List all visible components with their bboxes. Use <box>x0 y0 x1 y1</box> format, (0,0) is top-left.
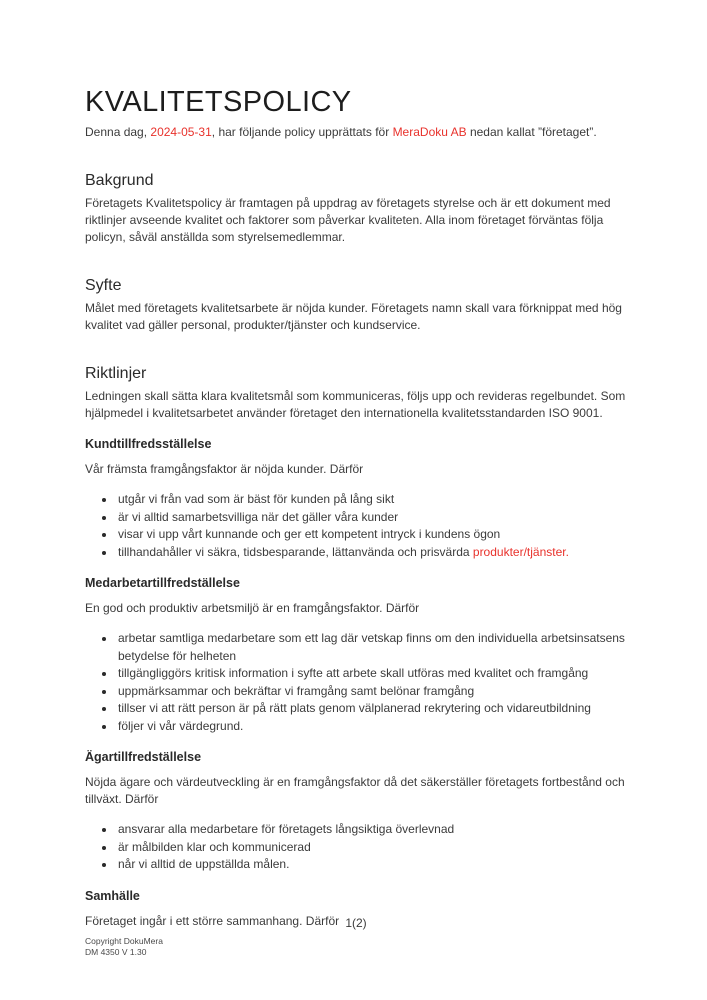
page-title: KVALITETSPOLICY <box>85 86 352 118</box>
list-item: • ansvarar alla medarbetare för företagets långsiktiga överlevnad <box>116 821 627 839</box>
subheading-medarbetartillfredstallelse: Medarbetartillfredställelse <box>85 576 240 590</box>
intro-text-3: nedan kallat ”företaget”. <box>466 125 597 139</box>
list-item: • arbetar samtliga medarbetare som ett lag där vetskap finns om den individuella arbetsinsatsens betydelse för helheten <box>116 630 627 665</box>
section-bakgrund <box>85 170 627 246</box>
riktlinjer-paragraph: Ledningen skall sätta klara kvalitetsmål som kommuniceras, följs upp och revideras regelbundet. Som hjälpmedel i kvalitetsarbetet använder företaget den internationella kvalitetsstandarden ISO 9001. <box>85 389 626 420</box>
bakgrund-paragraph: Företagets Kvalitetspolicy är framtagen på uppdrag av företagets styrelse och är ett dokument med riktlinjer avseende kvalitet och faktorer som påverkar kvaliteten. Alla inom företaget förväntas följa policyn, såväl anställda som styrelsemedlemmar. <box>85 196 611 244</box>
subheading-samhalle: Samhälle <box>85 888 140 903</box>
document-id: DM 4350 V 1.30 <box>85 946 147 957</box>
list-item: • tillgängliggörs kritisk information i syfte att arbete skall utföras med kvalitet och framgång <box>116 665 627 683</box>
samhalle-lead: Företaget ingår i ett större sammanhang. Därför <box>85 913 340 928</box>
list-item: • följer vi vår värdegrund. <box>116 718 627 736</box>
list-item: • utgår vi från vad som är bäst för kunden på lång sikt <box>116 491 627 509</box>
subheading-agartillfredstallelse: Ägartillfredställelse <box>85 750 202 764</box>
medarbetare-lead: En god och produktiv arbetsmiljö är en framgångsfaktor. Därför <box>85 601 420 615</box>
subheading-kundtillfredsstallelse: Kundtillfredsställelse <box>85 437 212 451</box>
policy-date: 2024-05-31 <box>150 125 212 139</box>
list-item: • når vi alltid de uppställda målen. <box>116 856 627 874</box>
agare-lead: Nöjda ägare och värdeutveckling är en framgångsfaktor då det säkerställer företagets fortbestånd och tillväxt. Därför <box>85 775 625 806</box>
kund-bullet4-text: tillhandahåller vi säkra, tidsbesparande, lättanvända och prisvärda <box>118 544 473 559</box>
agare-bullet-list <box>85 821 627 874</box>
footer-meta <box>85 936 627 957</box>
list-item <box>116 544 627 562</box>
intro-paragraph <box>85 124 627 141</box>
syfte-paragraph: Målet med företagets kvalitetsarbete är nöjda kunder. Företagets namn skall vara förknippat med hög kvalitet vad gäller personal, produkter/tjänster och kundservice. <box>85 301 622 332</box>
kund-bullet4-red-text: produkter/tjänster. <box>472 544 569 559</box>
page-footer <box>85 916 627 957</box>
list-item: • tillser vi att rätt person är på rätt plats genom välplanerad rekrytering och vidareutbildning <box>116 700 627 718</box>
section-syfte <box>85 275 627 334</box>
company-name: MeraDoku AB <box>392 125 467 139</box>
intro-text-1: Denna dag, <box>85 125 151 139</box>
medarbetare-bullet-list <box>85 630 627 735</box>
section-riktlinjer <box>85 363 627 930</box>
list-item: • är målbilden klar och kommunicerad <box>116 839 627 857</box>
heading-syfte: Syfte <box>85 277 122 294</box>
list-item: • är vi alltid samarbetsvilliga när det gäller våra kunder <box>116 509 627 527</box>
kund-bullet-list <box>85 491 627 561</box>
list-item: • visar vi upp vårt kunnande och ger ett kompetent intryck i kundens ögon <box>116 526 627 544</box>
page-number: 1(2) <box>345 916 367 930</box>
copyright-text: Copyright DokuMera <box>85 936 163 946</box>
intro-text-2: , har följande policy upprättats för <box>211 125 393 139</box>
kund-lead: Vår främsta framgångsfaktor är nöjda kunder. Därför <box>85 462 364 476</box>
heading-bakgrund: Bakgrund <box>85 172 154 189</box>
list-item: • uppmärksammar och bekräftar vi framgång samt belönar framgång <box>116 683 627 701</box>
heading-riktlinjer: Riktlinjer <box>85 365 147 382</box>
